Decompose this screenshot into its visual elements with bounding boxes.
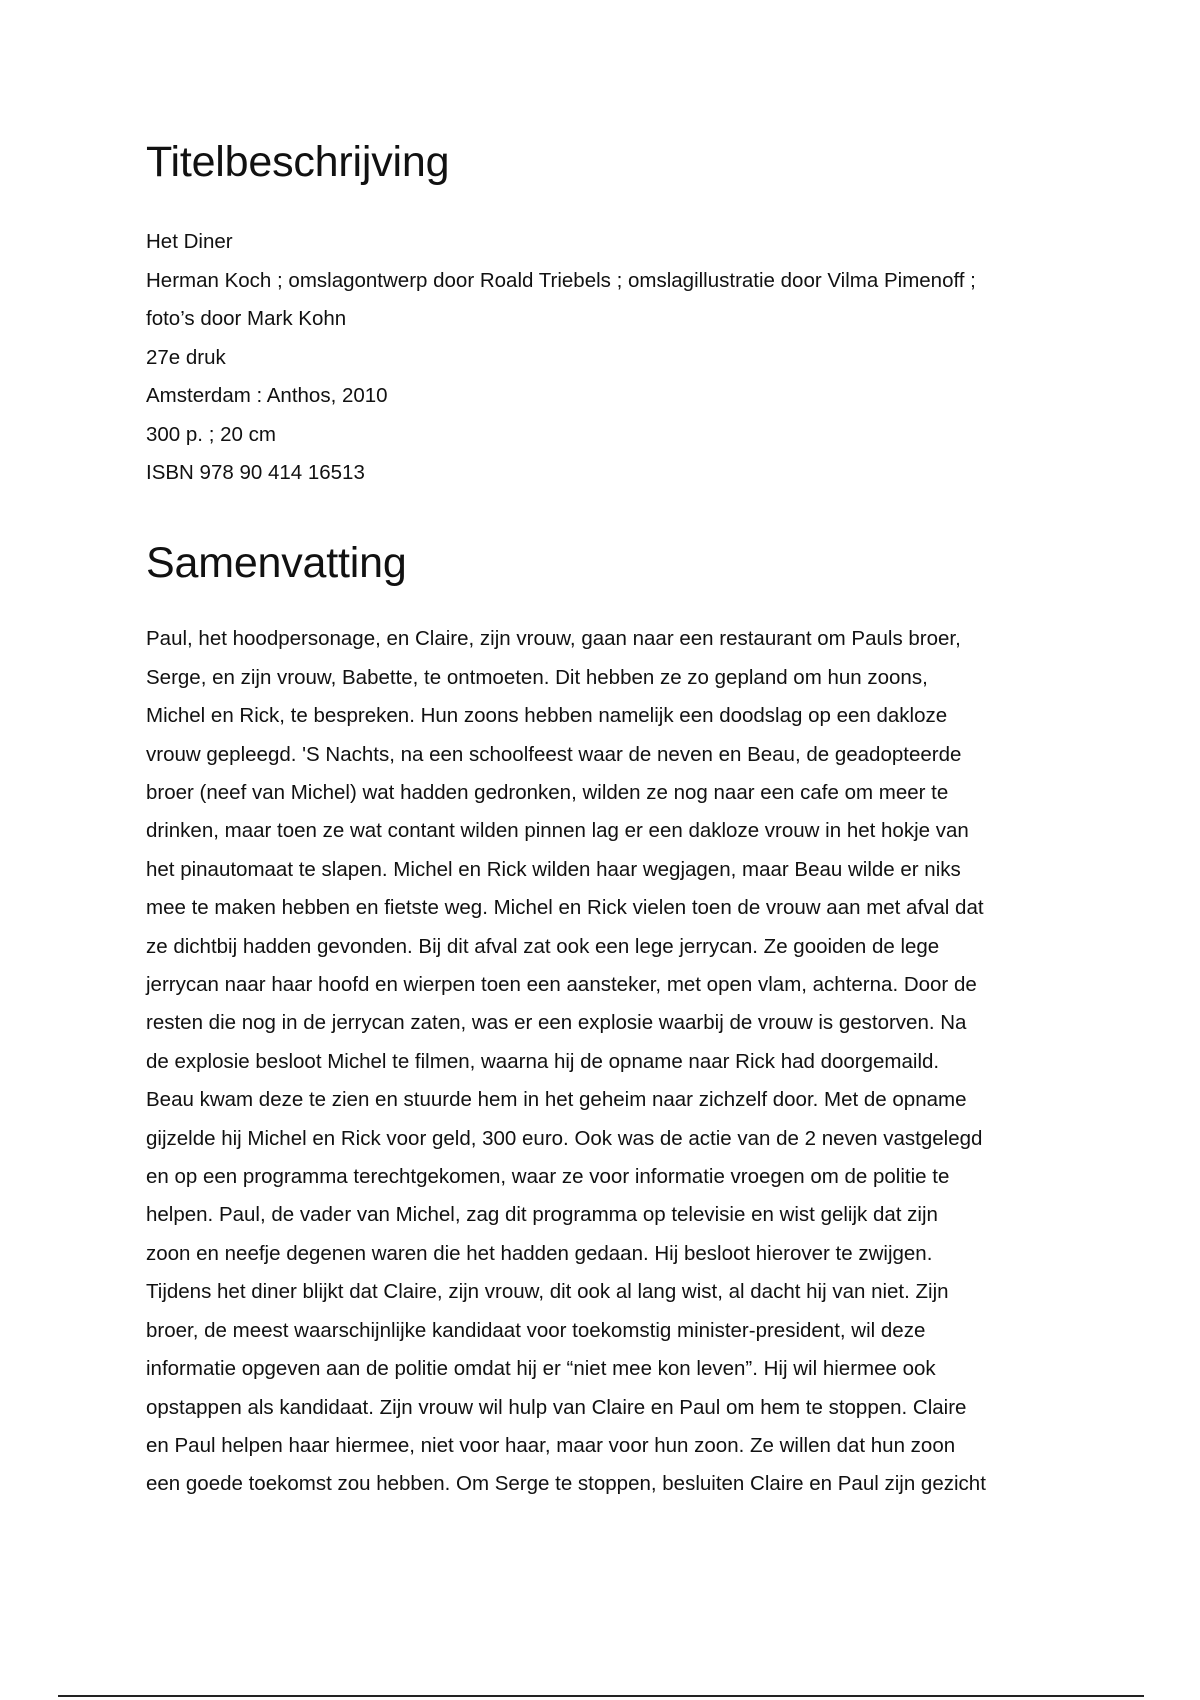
physical-description: 300 p. ; 20 cm	[146, 422, 276, 446]
summary-line: vrouw gepleegd. 'S Nachts, na een schoolfeest waar de neven en Beau, de geadopteerde	[146, 742, 962, 766]
summary-line: informatie opgeven aan de politie omdat hij er “niet mee kon leven”. Hij wil hiermee ook	[146, 1357, 936, 1381]
summary-line: broer (neef van Michel) wat hadden gedronken, wilden ze nog naar een cafe om meer te	[146, 781, 949, 804]
summary-line: Beau kwam deze te zien en stuurde hem in het geheim naar zichzelf door. Met de opname	[146, 1088, 967, 1112]
summary-line: resten die nog in de jerrycan zaten, was er een explosie waarbij de vrouw is gestorven. Na	[146, 1011, 967, 1035]
summary-line: mee te maken hebben en fietste weg. Michel en Rick vielen toen de vrouw aan met afval dat	[146, 896, 984, 920]
summary-line: Paul, het hoodpersonage, en Claire, zijn vrouw, gaan naar een restaurant om Pauls broer,	[146, 627, 961, 651]
summary-line: zoon en neefje degenen waren die het hadden gedaan. Hij besloot hierover te zwijgen.	[146, 1241, 933, 1265]
summary-line: jerrycan naar haar hoofd en wierpen toen een aansteker, met open vlam, achterna. Door de	[146, 973, 977, 997]
summary-line: Michel en Rick, te bespreken. Hun zoons hebben namelijk een doodslag op een dakloze	[146, 704, 948, 728]
publisher: Amsterdam : Anthos, 2010	[146, 384, 388, 408]
summary-line: Tijdens het diner blijkt dat Claire, zijn vrouw, dit ook al lang wist, al dacht hij van niet. Zijn	[146, 1280, 949, 1304]
photo-credits: foto’s door Mark Kohn	[146, 307, 347, 331]
summary-section	[146, 539, 1076, 1504]
book-title: Het Diner	[146, 230, 233, 254]
bibliographic-details	[146, 223, 1076, 493]
summary-text	[146, 620, 1081, 1503]
summary-heading: Samenvatting	[146, 538, 407, 587]
summary-line: het pinautomaat te slapen. Michel en Rick wilden haar wegjagen, maar Beau wilde er niks	[146, 857, 961, 881]
summary-line: Serge, en zijn vrouw, Babette, te ontmoeten. Dit hebben ze zo gepland om hun zoons,	[146, 665, 928, 689]
document-content	[146, 138, 1076, 1504]
summary-line: broer, de meest waarschijnlijke kandidaat voor toekomstig minister-president, wil deze	[146, 1318, 926, 1342]
edition: 27e druk	[146, 345, 226, 369]
summary-line: gijzelde hij Michel en Rick voor geld, 300 euro. Ook was de actie van de 2 neven vastgelegd	[146, 1126, 983, 1150]
summary-line: en Paul helpen haar hiermee, niet voor haar, maar voor hun zoon. Ze willen dat hun zoon	[146, 1433, 956, 1457]
isbn: ISBN 978 90 414 16513	[146, 461, 365, 485]
summary-line: ze dichtbij hadden gevonden. Bij dit afval zat ook een lege jerrycan. Ze gooiden de lege	[146, 934, 940, 958]
summary-line: opstappen als kandidaat. Zijn vrouw wil hulp van Claire en Paul om hem te stoppen. Claire	[146, 1395, 967, 1419]
summary-line: de explosie besloot Michel te filmen, waarna hij de opname naar Rick had doorgemaild.	[146, 1049, 940, 1073]
summary-line: helpen. Paul, de vader van Michel, zag dit programma op televisie en wist gelijk dat zijn	[146, 1203, 938, 1227]
credits-line: Herman Koch ; omslagontwerp door Roald Triebels ; omslagillustratie door Vilma Pimenoff ;	[146, 268, 976, 292]
footer-divider	[58, 1695, 1144, 1697]
summary-line: drinken, maar toen ze wat contant wilden pinnen lag er een dakloze vrouw in het hokje van	[146, 819, 969, 843]
title-description-heading: Titelbeschrijving	[146, 138, 450, 186]
summary-line: een goede toekomst zou hebben. Om Serge te stoppen, besluiten Claire en Paul zijn gezicht	[146, 1472, 986, 1496]
summary-line: en op een programma terechtgekomen, waar ze voor informatie vroegen om de politie te	[146, 1165, 950, 1189]
